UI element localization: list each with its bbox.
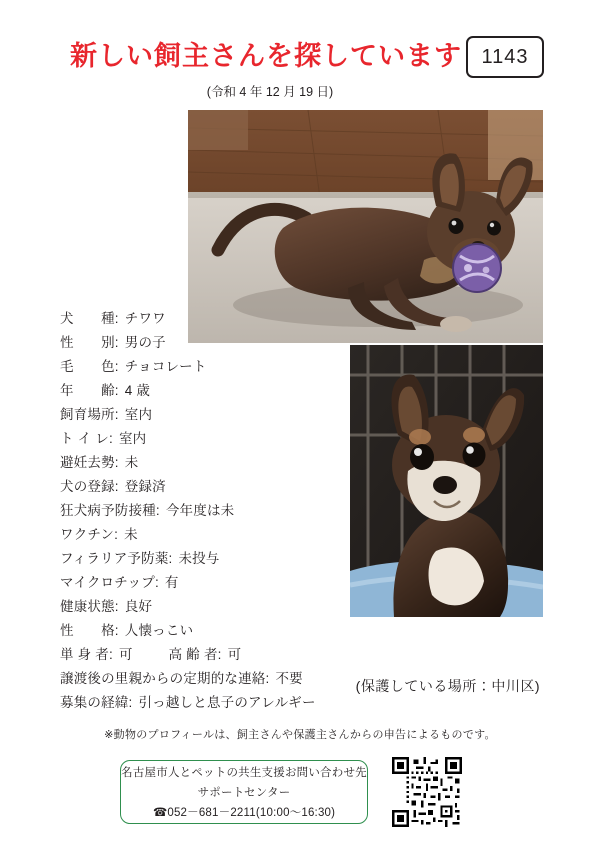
profile-label: 募集の経緯:	[60, 695, 133, 710]
profile-row-toilet	[60, 432, 400, 446]
profile-row-breed	[60, 312, 400, 326]
profile-value: 未投与	[178, 551, 220, 566]
profile-value: 今年度は未	[165, 503, 235, 518]
contact-org-line1	[121, 764, 367, 780]
profile-row-microchip	[60, 576, 400, 590]
profile-value: 未	[124, 455, 139, 470]
profile-value: 室内	[124, 407, 153, 422]
profile-label: 飼育場所:	[60, 407, 119, 422]
profile-row-registration	[60, 480, 400, 494]
profile-value-senior: 可	[227, 647, 242, 662]
profile-label: 狂犬病予防接種:	[60, 503, 160, 518]
profile-label: 年 齢:	[60, 383, 119, 398]
profile-row-vaccine	[60, 528, 400, 542]
profile-row-reason	[60, 696, 400, 710]
profile-list	[60, 312, 400, 720]
profile-label: ト イ レ:	[60, 431, 113, 446]
shelter-location: (保護している場所：中川区)	[355, 678, 540, 694]
profile-label: フィラリア予防薬:	[60, 551, 173, 566]
profile-label: ワクチン:	[60, 527, 119, 542]
profile-label: 犬の登録:	[60, 479, 119, 494]
profile-row-sex	[60, 336, 400, 350]
profile-value: 登録済	[124, 479, 166, 494]
profile-value: チョコレート	[124, 359, 207, 374]
profile-row-color	[60, 360, 400, 374]
profile-label: マイクロチップ:	[60, 575, 159, 590]
profile-label: 毛 色:	[60, 359, 119, 374]
profile-value: 良好	[124, 599, 153, 614]
main-dog-photo	[188, 110, 543, 343]
profile-label: 性 格:	[60, 623, 119, 638]
qr-code	[392, 757, 462, 827]
profile-row-personality	[60, 624, 400, 638]
profile-row-health	[60, 600, 400, 614]
profile-label-senior: 高 齢 者:	[168, 647, 222, 662]
profile-label-single: 単 身 者:	[60, 647, 113, 662]
profile-value: 不要	[275, 671, 303, 686]
profile-row-neuter	[60, 456, 400, 470]
profile-value: 人懐っこい	[124, 623, 194, 638]
profile-value: 4 歳	[124, 383, 151, 398]
profile-row-age	[60, 384, 400, 398]
contact-org-line2: サポートセンター	[197, 787, 291, 799]
profile-row-rabies	[60, 504, 400, 518]
profile-row-filaria	[60, 552, 400, 566]
profile-disclaimer-note: ※動物のプロフィールは、飼主さんや保護主さんからの申告によるものです。	[104, 729, 496, 741]
profile-label: 避妊去勢:	[60, 455, 119, 470]
profile-value: 引っ越しと息子のアレルギー	[138, 695, 316, 710]
profile-value: 男の子	[124, 335, 166, 350]
profile-label: 譲渡後の里親からの定期的な連絡:	[60, 671, 270, 686]
profile-label: 犬 種:	[60, 311, 119, 326]
contact-org-name: 名古屋市人とペットの共生支援	[121, 767, 285, 779]
profile-label: 性 別:	[60, 335, 119, 350]
profile-row-housing	[60, 408, 400, 422]
contact-inquiry-label: お問い合わせ先	[284, 767, 367, 779]
profile-value: チワワ	[124, 311, 166, 326]
animal-id-badge: 1143	[466, 36, 544, 78]
profile-label: 健康状態:	[60, 599, 119, 614]
profile-value: 未	[124, 527, 138, 542]
issue-date: (令和 4 年 12 月 19 日)	[206, 85, 334, 99]
contact-box	[120, 760, 368, 824]
header	[0, 30, 600, 110]
profile-value: 室内	[118, 431, 147, 446]
profile-row-single-senior	[60, 648, 400, 662]
profile-value: 有	[164, 575, 179, 590]
page-title: 新しい飼主さんを探しています	[70, 41, 462, 71]
profile-value-single: 可	[118, 647, 133, 662]
contact-phone: ☎052－681－2211(10:00～16:30)	[152, 807, 336, 819]
